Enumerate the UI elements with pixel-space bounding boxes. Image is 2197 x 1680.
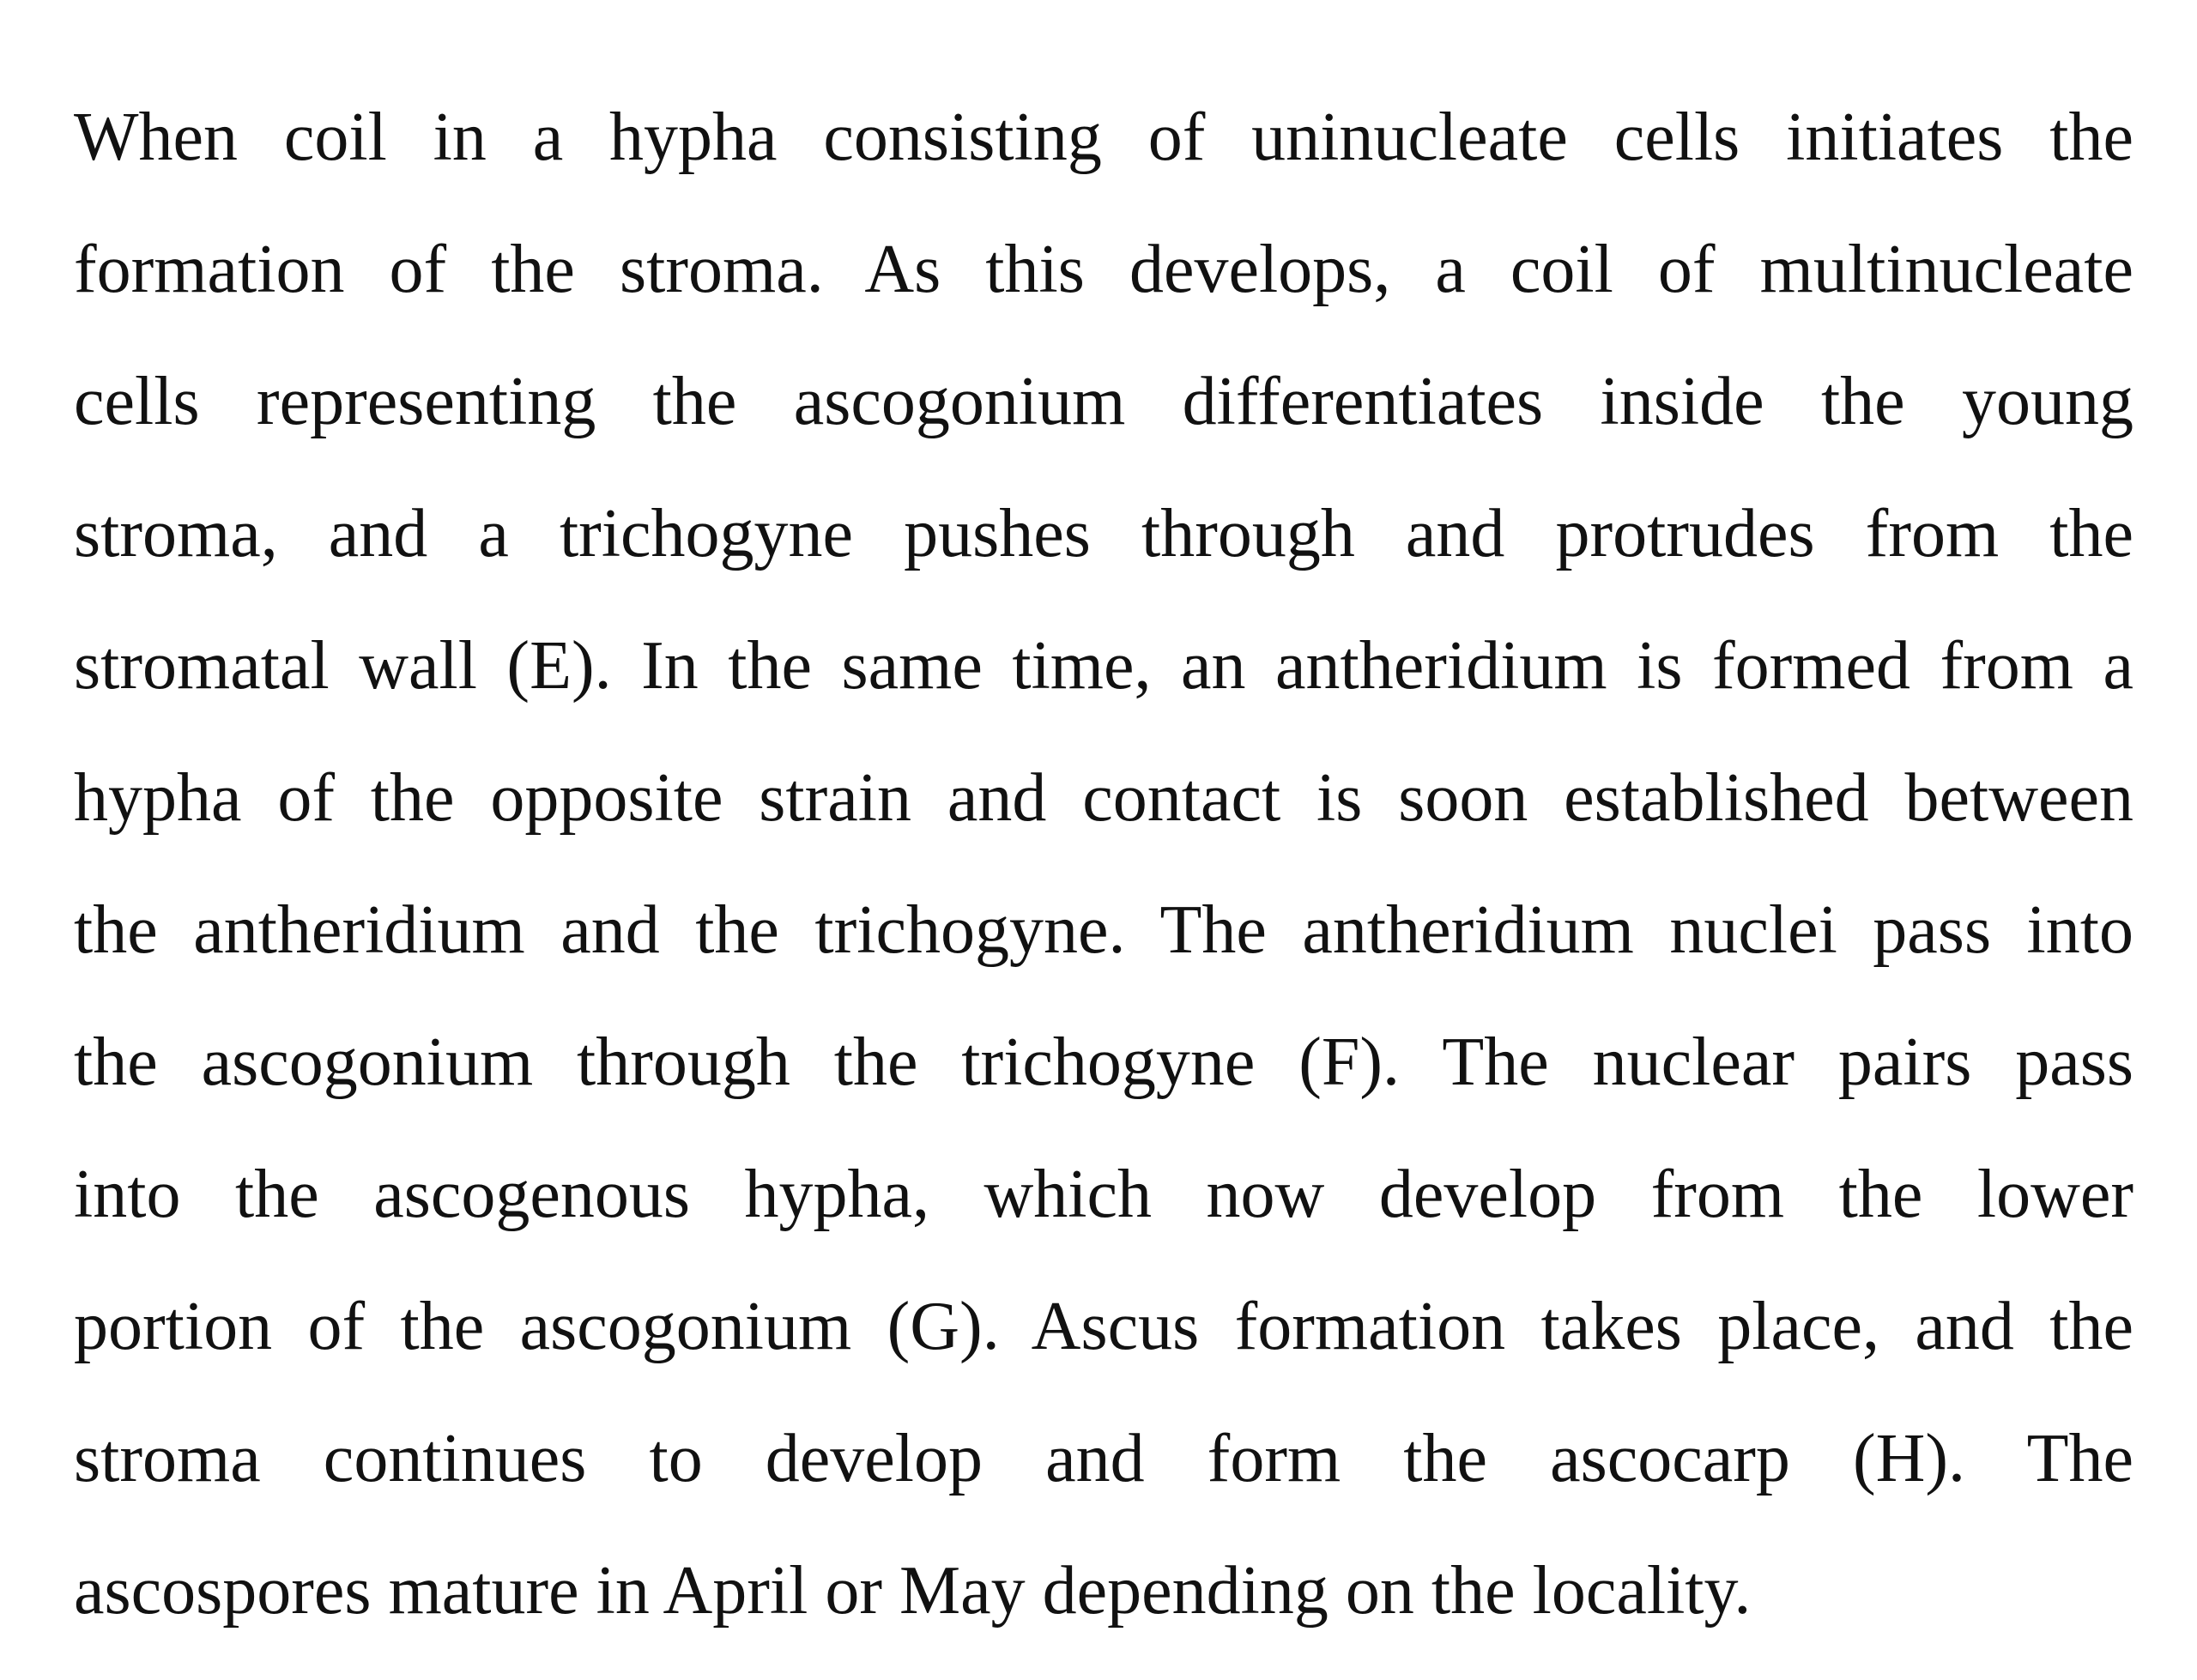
paragraph-line-8: the ascogonium through the trichogyne (F). The nuclear pairs pass	[74, 1024, 2133, 1100]
paragraph-line-2: formation of the stroma. As this develops, a coil of multinucleate	[74, 232, 2133, 307]
paragraph-line-3: cells representing the ascogonium differentiates inside the young	[74, 364, 2133, 439]
paragraph-line-1: When coil in a hypha consisting of uninucleate cells initiates the	[74, 100, 2133, 175]
document-page	[74, 94, 2133, 1680]
paragraph-line-7: the antheridium and the trichogyne. The antheridium nuclei pass into	[74, 892, 2133, 968]
paragraph-line-10: portion of the ascogonium (G). Ascus formation takes place, and the	[74, 1289, 2133, 1364]
paragraph-line-11: stroma continues to develop and form the ascocarp (H). The	[74, 1421, 2133, 1496]
paragraph-line-12: ascospores mature in April or May depending on the locality.	[74, 1553, 1752, 1629]
paragraph-line-4: stroma, and a trichogyne pushes through and protrudes from the	[74, 496, 2133, 571]
paragraph-line-6: hypha of the opposite strain and contact is soon established between	[74, 760, 2133, 836]
paragraph-line-9: into the ascogenous hypha, which now develop from the lower	[74, 1157, 2133, 1232]
paragraph-line-5: stromatal wall (E). In the same time, an antheridium is formed from a	[74, 628, 2133, 704]
body-paragraph	[74, 94, 2133, 1680]
